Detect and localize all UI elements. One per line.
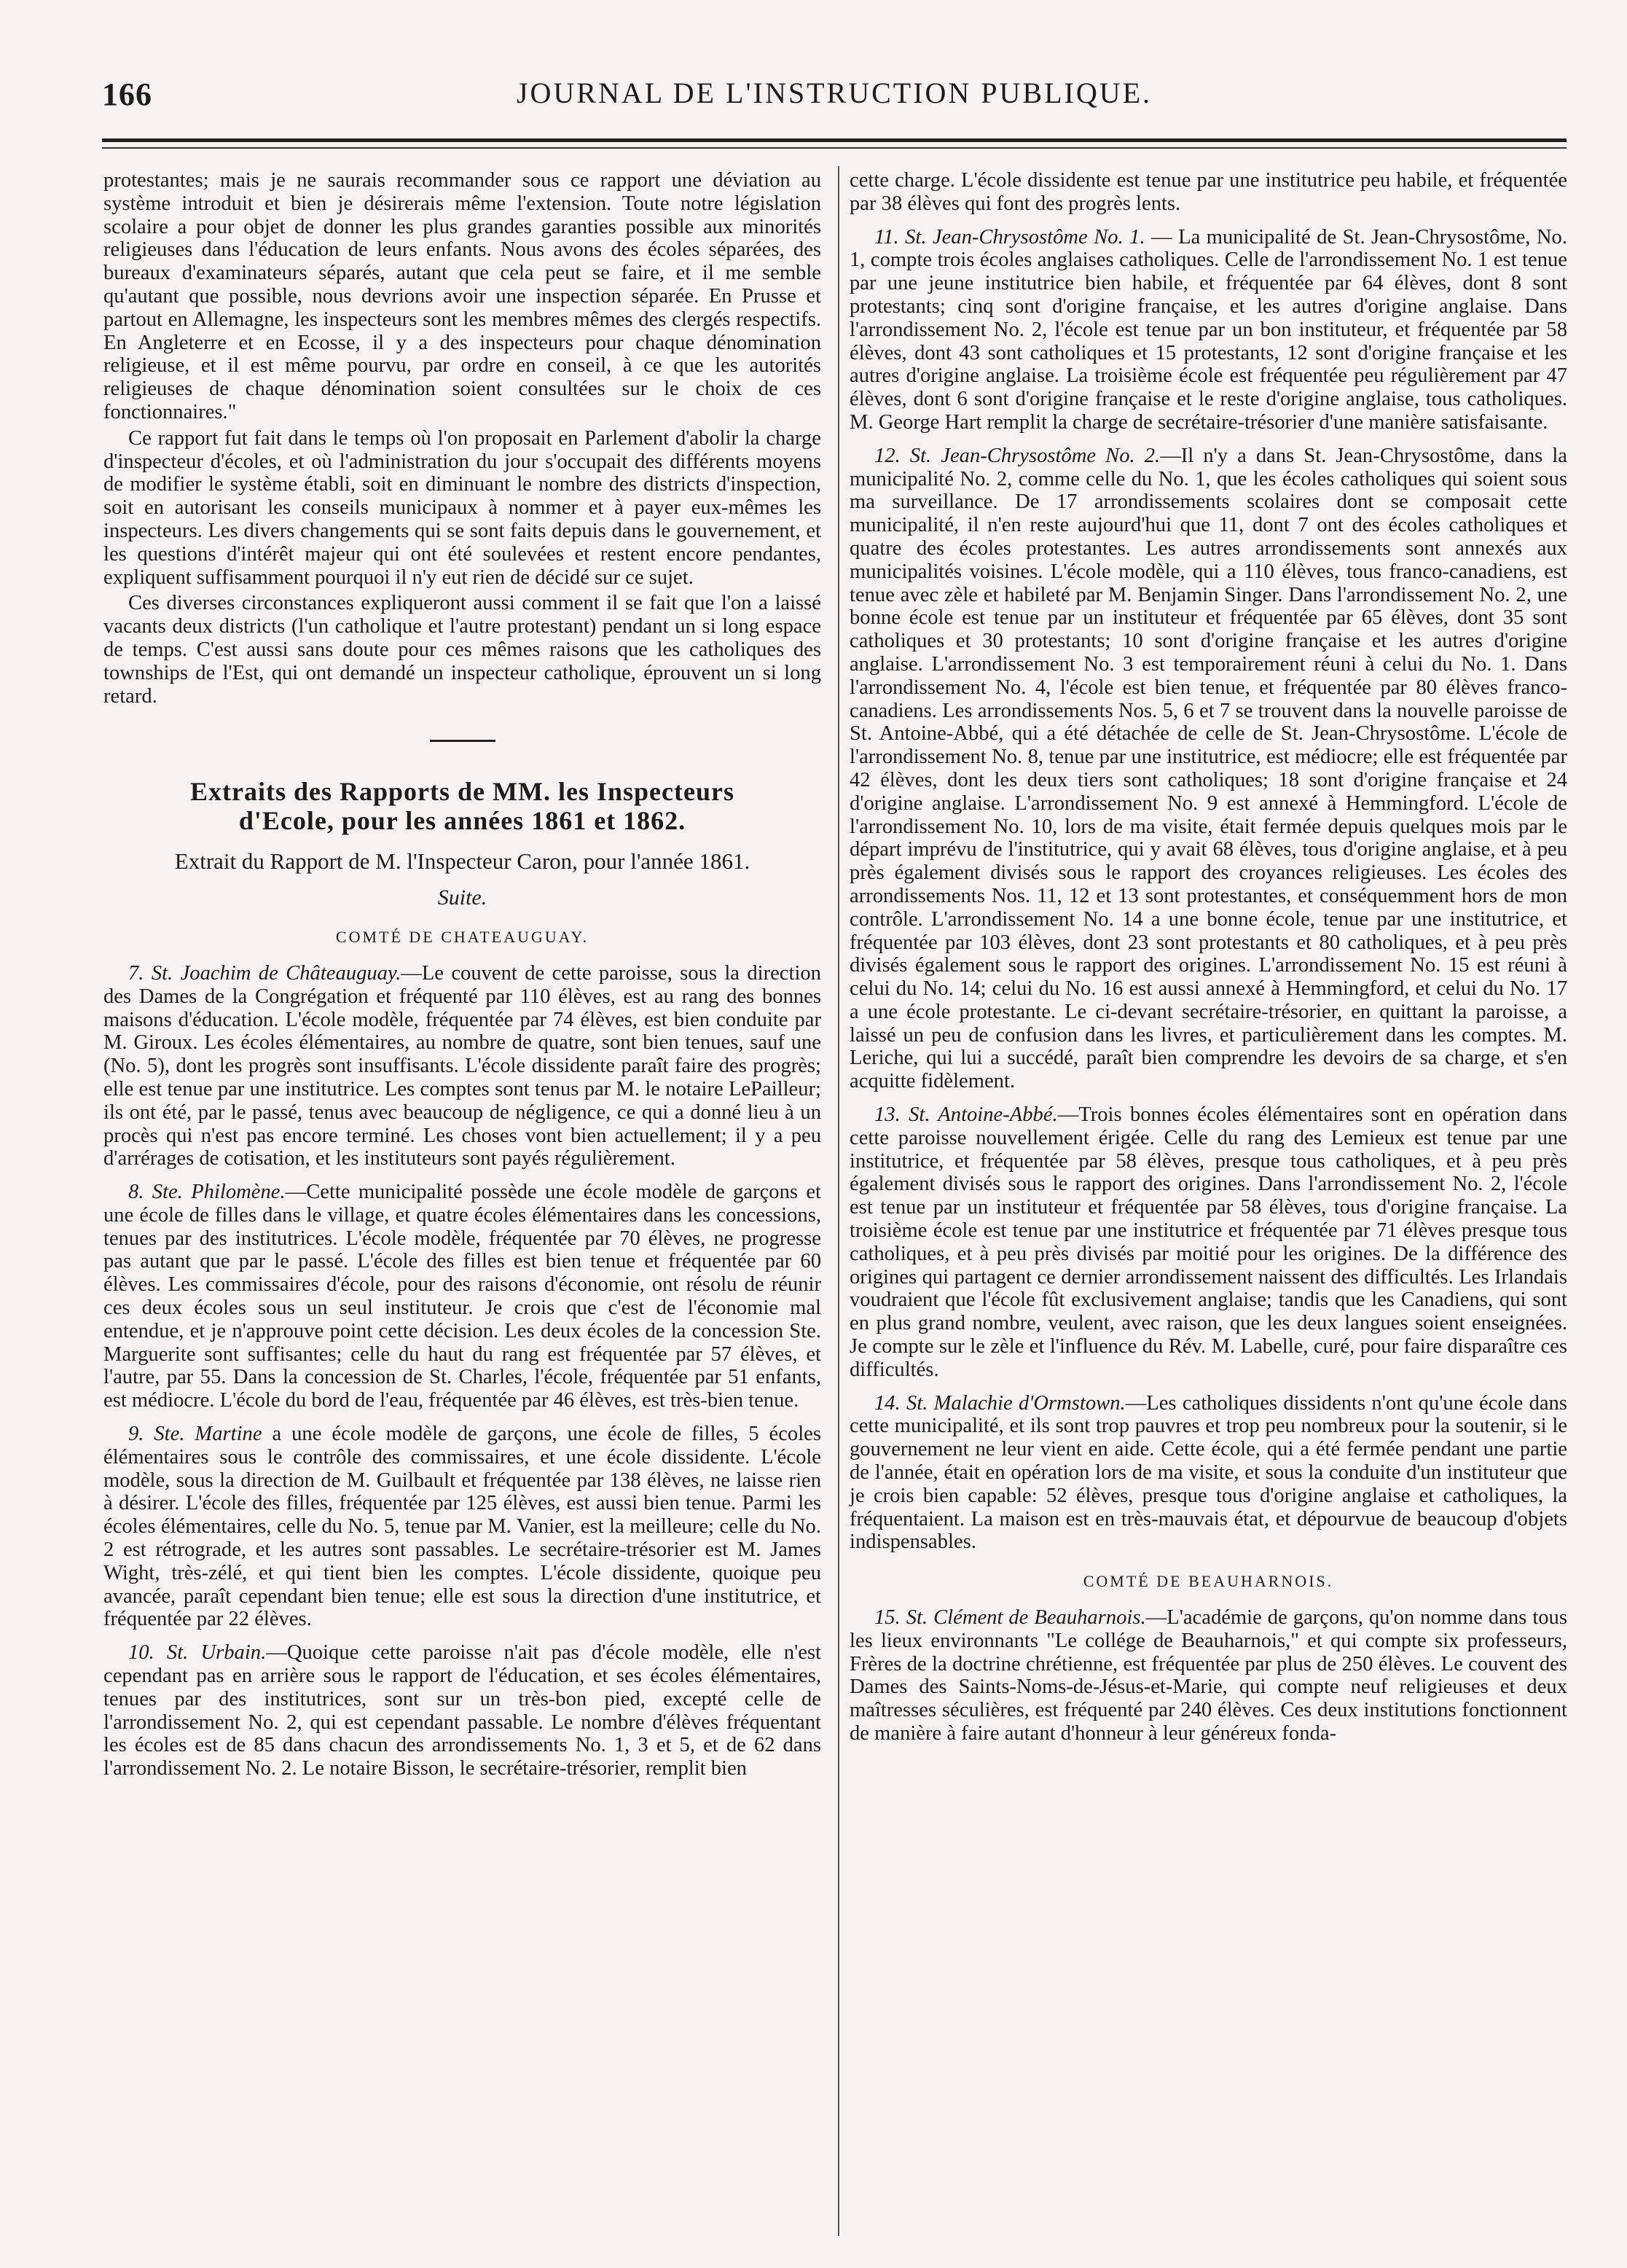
header-rule-thick bbox=[102, 138, 1567, 142]
entry-9 bbox=[103, 1423, 821, 1631]
entry-11 bbox=[850, 226, 1567, 434]
section-title-line-2: d'Ecole, pour les années 1861 et 1862. bbox=[238, 806, 686, 836]
entry-7-text: —Le couvent de cette paroisse, sous la direction des Dames de la Congrégation et fréquenté par 110 élèves, est au rang des bonnes maisons d'éducation. L'école modèle, fréquentée par 74 élèves, est bien conduite par M. Giroux. Les écoles élémentaires, au nombre de quatre, sont bien tenues, sauf une (No. 5), dont les progrès sont insuffisants. L'école dissidente paraît faire des progrès; elle est tenue par une institutrice. Les comptes sont tenus par M. le notaire LePailleur; ils ont été, par le passé, tenus avec beaucoup de négligence, ce qui a donné lieu à un procès qui n'est pas encore terminé. Les choses vont bien actuellement; il y a peu d'arrérages de cotisation, et les instituteurs sont payés régulièrement. bbox=[103, 961, 821, 1170]
entry-13 bbox=[850, 1103, 1567, 1382]
column-divider bbox=[838, 166, 839, 2236]
entry-7-name: 7. St. Joachim de Châteauguay. bbox=[128, 961, 401, 985]
entry-14-name: 14. St. Malachie d'Ormstown. bbox=[874, 1391, 1126, 1415]
entry-8 bbox=[103, 1181, 821, 1412]
entry-11-name: 11. St. Jean-Chrysostôme No. 1. bbox=[874, 225, 1145, 249]
entry-12 bbox=[850, 445, 1567, 1093]
entry-9-text: a une école modèle de garçons, une école de filles, 5 écoles élémentaires sous le contrôle des commissaires, et une école dissidente. L'école modèle, sous la direction de M. Guilbault et fréquentée par 138 élèves, ne laisse rien à désirer. L'école des filles, fréquentée par 125 élèves, est aussi bien tenue. Parmi les écoles élémentaires, celle du No. 5, tenue par M. Vanier, est la meilleure; celle du No. 2 est rétrograde, et les autres sont passables. Le secrétaire-trésorier est M. James Wight, très-zélé, et qui tient bien les comptes. L'école dissidente, quoique peu avancée, paraît cependant bien tenue; elle est sous la direction d'une institutrice, et fréquentée par 22 élèves. bbox=[103, 1423, 821, 1631]
entry-14-text: —Les catholiques dissidents n'ont qu'une école dans cette municipalité, et ils sont trop pauvres et trop peu nombreux pour la soutenir, si le gouvernement ne leur vient en aide. Cette école, qui a été fermée pendant une partie de l'année, était en opération lors de ma visite, et sous la conduite d'un instituteur que je crois bien capable: 52 élèves, presque tous d'origine anglaise et catholiques, la fréquentaient. La maison est en très-mauvais état, et dépourvue de beaucoup d'objets indispensables. bbox=[850, 1391, 1567, 1554]
entry-13-text: —Trois bonnes écoles élémentaires sont en opération dans cette paroisse nouvellement érigée. Celle du rang des Lemieux est tenue par une institutrice, et fréquentée par 58 élèves, presque tous catholiques, et à peu près également divisés sous le rapport des origines. Dans l'arrondissement No. 2, l'école est tenue par un instituteur et fréquentée par 58 élèves, tous d'origine française. La troisième école est tenue par une institutrice et fréquentée par 71 élèves presque tous catholiques, et à peu près divisés par moitié pour les origines. De la différence des origines qui partagent ce dernier arrondissement naissent des difficultés. Les Irlandais voudraient que l'école fût exclusivement anglaise; tandis que les Canadiens, qui sont en plus grand nombre, veulent, avec raison, que les deux langues soient enseignées. Je compte sur le zèle et l'influence du Rév. M. Labelle, curé, pour faire disparaître ces difficultés. bbox=[850, 1103, 1567, 1381]
section-subtitle: Extrait du Rapport de M. l'Inspecteur Caron, pour l'année 1861. bbox=[174, 848, 750, 875]
section-title bbox=[118, 777, 807, 835]
entry-8-name: 8. Ste. Philomène. bbox=[128, 1181, 286, 1204]
section-separator-rule bbox=[430, 740, 495, 742]
left-column bbox=[103, 169, 821, 1780]
entry-15-text: —L'académie de garçons, qu'on nomme dans tous les lieux environnants "Le collége de Beauharnois," et qui compte six professeurs, Frères de la doctrine chrétienne, est fréquentée par plus de 250 élèves. Le couvent des Dames des Saints-Noms-de-Jésus-et-Marie, qui compte neuf religieuses et deux maîtresses séculières, est fréquenté par 240 élèves. Ces deux institutions fonctionnent de manière à faire autant d'honneur à leur généreux fonda- bbox=[850, 1606, 1567, 1745]
page-number: 166 bbox=[102, 77, 152, 112]
header-rule-thin bbox=[102, 147, 1567, 149]
entry-7 bbox=[103, 962, 821, 1170]
entry-10-name: 10. St. Urbain. bbox=[128, 1641, 267, 1665]
paragraph: Ce rapport fut fait dans le temps où l'on proposait en Parlement d'abolir la charge d'inspecteur d'écoles, et où l'administration du jour s'occupait des différents moyens de modifier le système établi, soit en diminuant le nombre des districts d'inspection, soit en autorisant les conseils municipaux à nommer et à payer eux-mêmes les inspecteurs. Les divers changements qui se sont faits depuis dans le gouvernement, et les questions d'intérêt majeur qui ont été soulevées et restent encore pendantes, expliquent suffisamment pourquoi il n'y eut rien de décidé sur ce sujet. bbox=[103, 426, 821, 589]
paragraph-continued: protestantes; mais je ne saurais recommander sous ce rapport une déviation au système introduit et bien je désirerais même l'extension. Toute notre législation scolaire a pour objet de donner les plus grandes garanties possible aux minorités religieuses dans l'éducation de leurs enfants. Nous avons des écoles séparées, des bureaux d'examinateurs séparés, autant que cela peut se faire, et il me semble qu'autant que possible, nous devrions avoir une inspection séparée. En Prusse et partout en Allemagne, les inspecteurs sont les membres mêmes des clergés respectifs. En Angleterre et en Ecosse, il y a des inspecteurs pour chaque dénomination religieuse, et il est même pourvu, par ordre en conseil, à ce que les autorités religieuses de chaque dénomination soient consultées sur le choix de ces fonctionnaires." bbox=[103, 169, 821, 423]
entry-14 bbox=[850, 1392, 1567, 1555]
paragraph-continued: cette charge. L'école dissidente est tenue par une institutrice peu habile, et fréquentée par 38 élèves qui font des progrès lents. bbox=[850, 169, 1567, 215]
county-heading: COMTÉ DE BEAUHARNOIS. bbox=[1083, 1572, 1334, 1591]
section-title-line-1: Extraits des Rapports de MM. les Inspecteurs bbox=[190, 777, 734, 807]
paragraph: Ces diverses circonstances expliqueront aussi comment il se fait que l'on a laissé vacants deux districts (l'un catholique et l'autre protestant) pendant un si long espace de temps. C'est aussi sans doute pour ces mêmes raisons que les catholiques des townships de l'Est, qui ont demandé un inspecteur catholique, éprouvent un si long retard. bbox=[103, 592, 821, 708]
page-header bbox=[102, 76, 1567, 127]
entry-12-text: —Il n'y a dans St. Jean-Chrysostôme, dans la municipalité No. 2, comme celle du No. 1, que les écoles catholiques qui soient sous ma surveillance. De 17 arrondissements scolaires dont se composait cette municipalité, il n'en reste aujourd'hui que 11, dont 7 ont des écoles catholiques et quatre des écoles protestantes. Les autres arrondissements sont annexés aux municipalités voisines. L'école modèle, qui a 110 élèves, tous franco-canadiens, est tenue avec zèle et habileté par M. Benjamin Singer. Dans l'arrondissement No. 2, une bonne école est tenue par un instituteur et fréquentée par 65 élèves, dont 35 sont catholiques et 30 protestants; 10 sont d'origine française et les autres d'origine anglaise. L'arrondissement No. 3 est temporairement réuni à celui du No. 1. Dans l'arrondissement No. 4, l'école est bien tenue, et fréquentée par 80 élèves franco-canadiens. Les arrondissements Nos. 5, 6 et 7 se trouvent dans la nouvelle paroisse de St. Antoine-Abbé, qui a été détachée de celle de St. Jean-Chrysostôme. L'école de l'arrondissement No. 8, tenue par une institutrice, est médiocre; elle est fréquentée par 42 élèves, dont les deux tiers sont catholiques; 18 sont d'origine française et 24 d'origine anglaise. L'arrondissement No. 9 est annexé à Hemmingford. L'école de l'arrondissement No. 10, lors de ma visite, était fermée depuis quelques mois par le départ imprévu de l'institutrice, qui y avait 68 élèves, tous d'origine anglaise, et à peu près également divisés sous le rapport des croyances religieuses. Les écoles des arrondissements Nos. 11, 12 et 13 sont protestantes, et conséquemment hors de mon contrôle. L'arrondissement No. 14 a une bonne école, tenue par une institutrice, et fréquentée par 103 élèves, dont 23 sont protestants et 80 catholiques, et à peu près divisés également sous le rapport des origines. L'arrondissement No. 15 est réuni à celui du No. 14; celui du No. 16 est aussi annexé à Hemmingford, et celui du No. 17 a une école protestante. Le ci-devant secrétaire-trésorier, en quittant la paroisse, a laissé un peu de confusion dans les livres, et particulièrement dans les comptes. M. Leriche, qui lui a succédé, paraît bien comprendre les devoirs de sa charge, et s'en acquitte fidèlement. bbox=[850, 444, 1567, 1093]
entry-10-text: —Quoique cette paroisse n'ait pas d'école modèle, elle n'est cependant pas en arrière sous le rapport de l'éducation, et ses écoles élémentaires, tenues par des institutrices, sont sur un très-bon pied, excepté celle de l'arrondissement No. 2, qui est cependant passable. Le nombre d'élèves fréquentant les écoles est de 85 dans chacun des arrondissements No. 1, 3 et 5, et de 62 dans l'arrondissement No. 2. Le notaire Bisson, le secrétaire-trésorier, remplit bien bbox=[103, 1641, 821, 1780]
entry-15 bbox=[850, 1606, 1567, 1745]
county-heading: COMTÉ DE CHATEAUGUAY. bbox=[335, 928, 589, 947]
running-title: JOURNAL DE L'INSTRUCTION PUBLIQUE. bbox=[516, 77, 1153, 109]
entry-10 bbox=[103, 1641, 821, 1780]
entry-12-name: 12. St. Jean-Chrysostôme No. 2. bbox=[874, 444, 1161, 467]
right-column bbox=[850, 169, 1567, 1745]
entry-8-text: —Cette municipalité possède une école modèle de garçons et une école de filles dans le village, et quatre écoles élémentaires dans les concessions, tenues par des institutrices. L'école modèle, fréquentée par 70 élèves, ne progresse pas autant que par le passé. L'école des filles est bien tenue et fréquentée par 60 élèves. Les commissaires d'école, pour des raisons d'économie, ont résolu de réunir ces deux écoles sous un seul instituteur. Je crois que c'est de l'économie mal entendue, et je n'approuve point cette décision. Les deux écoles de la concession Ste. Marguerite sont suffisantes; celle du haut du rang est fréquentée par 57 élèves, et l'autre, par 55. Dans la concession de St. Charles, l'école, fréquentée par 51 enfants, est médiocre. L'école du bord de l'eau, fréquentée par 46 élèves, est très-bien tenue. bbox=[103, 1181, 821, 1412]
section-suite: Suite. bbox=[437, 885, 487, 910]
entry-9-name: 9. Ste. Martine bbox=[128, 1423, 262, 1446]
entry-11-text: — La municipalité de St. Jean-Chrysostôme, No. 1, compte trois écoles anglaises catholiques. Celle de l'arrondissement No. 1 est tenue par une jeune institutrice bien habile, et fréquentée par 64 élèves, dont 8 sont protestants; cinq sont d'origine française, et les autres d'origine anglaise. Dans l'arrondissement No. 2, l'école est tenue par un bon instituteur, et fréquentée par 58 élèves, dont 43 sont catholiques et 15 protestants, 12 sont d'origine française et les autres d'origine anglaise. La troisième école est fréquentée peu régulièrement par 47 élèves, dont 6 sont d'origine française et le reste d'origine anglaise, tous catholiques. M. George Hart remplit la charge de secrétaire-trésorier d'une manière satisfaisante. bbox=[850, 225, 1568, 434]
entry-15-name: 15. St. Clément de Beauharnois. bbox=[874, 1606, 1146, 1630]
entry-13-name: 13. St. Antoine-Abbé. bbox=[874, 1103, 1058, 1127]
